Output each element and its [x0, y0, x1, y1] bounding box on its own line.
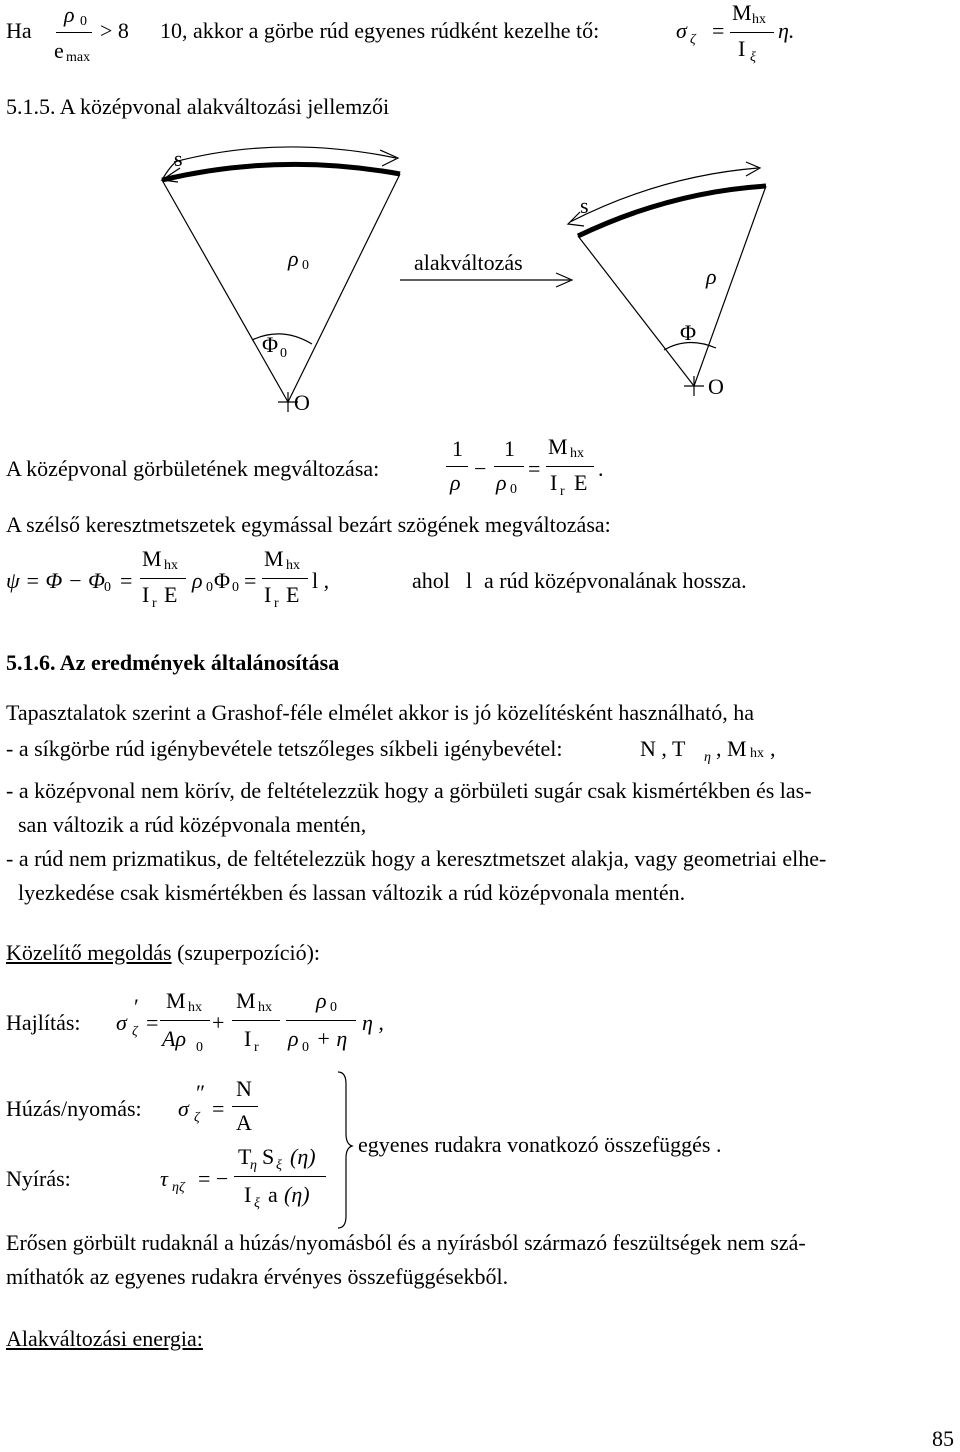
- page-number: 85: [932, 1426, 954, 1451]
- zeta-subscript: ζ: [690, 32, 696, 47]
- eta-argument: (η): [284, 1182, 310, 1207]
- inertia-symbol: I: [244, 1182, 252, 1207]
- rho-denominator: ρ: [450, 470, 461, 495]
- length-symbol: l: [466, 568, 473, 593]
- approx-heading-rest: (szuperpozíció):: [171, 940, 321, 965]
- fraction-line: [140, 578, 186, 579]
- inertia-subscript: r: [560, 484, 565, 499]
- eta-subscript: η: [704, 750, 711, 765]
- bullet-2-line-2: san változik a rúd középvonala mentén,: [18, 812, 367, 837]
- eta-subscript: η: [250, 1158, 257, 1173]
- tau-symbol: τ: [160, 1166, 168, 1191]
- sigma-symbol: σ: [178, 1096, 189, 1121]
- phi-subscript: 0: [232, 580, 239, 595]
- static-moment-s: S: [262, 1144, 275, 1169]
- moment-subscript: hx: [752, 12, 766, 27]
- right-arc: [578, 186, 766, 236]
- e-subscript: max: [66, 50, 91, 65]
- moment-symbol: M: [732, 0, 752, 25]
- shear-label: Nyírás:: [6, 1166, 71, 1191]
- moment-symbol: M: [166, 988, 186, 1013]
- rho-symbol: ρ: [64, 2, 75, 27]
- bullet-2-line-1: - a középvonal nem körív, de feltételezzük hogy a görbületi sugár csak kismértékben és las-: [6, 778, 812, 803]
- sigma-symbol: σ: [116, 1010, 127, 1035]
- fraction-line: [730, 32, 774, 33]
- inertia-subscript: r: [152, 596, 157, 611]
- inertia-symbol: I: [738, 36, 746, 61]
- rho-subscript: 0: [302, 1040, 309, 1055]
- period: .: [598, 456, 604, 481]
- length-comma: l ,: [312, 568, 330, 593]
- bullet-1-text: - a síkgörbe rúd igénybevétele tetszőleges síkbeli igénybevétel:: [6, 736, 563, 761]
- rho-subscript: 0: [196, 1040, 203, 1055]
- moment-subscript: hx: [164, 558, 178, 573]
- xi-subscript: ξ: [254, 1196, 260, 1211]
- rho-subscript: 0: [206, 580, 213, 595]
- left-s-arc: [174, 147, 396, 162]
- force-n-t: N , T: [640, 736, 686, 761]
- comma: ,: [770, 736, 776, 761]
- phi-subscript: 0: [104, 580, 111, 595]
- origin-label-right: O: [708, 374, 724, 399]
- fraction-line: [546, 466, 594, 467]
- left-radius-line: [162, 180, 288, 402]
- width-a: a: [268, 1182, 278, 1207]
- equals-sign: =: [146, 1010, 159, 1035]
- moment-symbol: M: [548, 434, 568, 459]
- fraction-line: [232, 1106, 258, 1107]
- inertia-symbol: I: [244, 1026, 252, 1051]
- energy-heading: Alakváltozási energia:: [6, 1326, 203, 1351]
- deformation-label: alakváltozás: [414, 250, 523, 275]
- moment-symbol: M: [142, 546, 162, 571]
- double-prime: ″: [196, 1080, 206, 1105]
- fraction-line: [446, 466, 468, 467]
- moment-subscript: hx: [286, 558, 300, 573]
- inertia-subscript: r: [254, 1040, 259, 1055]
- right-sector: [568, 162, 766, 396]
- right-s-arc: [570, 168, 758, 222]
- area-a: A: [236, 1110, 252, 1135]
- equals-sign: =: [712, 18, 725, 43]
- rho0-subscript: 0: [302, 258, 309, 273]
- moment-subscript: hx: [750, 746, 764, 761]
- moment-subscript: hx: [258, 1000, 272, 1015]
- section-title-515: 5.1.5. A középvonal alakváltozási jellemzői: [6, 94, 390, 119]
- eta-end: η.: [778, 18, 795, 43]
- rho-subscript: 0: [330, 1000, 337, 1015]
- equals-sign: =: [528, 456, 541, 481]
- fraction-line: [262, 578, 308, 579]
- phi0-subscript: 0: [280, 346, 287, 361]
- condition-text: 10, akkor a görbe rúd egyenes rúdként kezelhe tő:: [160, 18, 600, 43]
- bullet-3-line-2: lyezkedése csak kismértékben és lassan változik a rúd középvonala mentén.: [18, 880, 686, 905]
- rho0-subscript: 0: [510, 482, 517, 497]
- fraction-line: [234, 1176, 326, 1177]
- right-brace: [334, 1070, 354, 1230]
- approx-heading: [6, 940, 320, 966]
- gt-eight: > 8: [100, 18, 129, 43]
- brace-text: egyenes rudakra vonatkozó összefüggés .: [358, 1132, 722, 1157]
- equals-sign: =: [212, 1096, 225, 1121]
- moment-subscript: hx: [570, 446, 584, 461]
- inertia-symbol: I: [142, 582, 150, 607]
- ahol-word: ahol: [412, 568, 450, 593]
- rho-label-right: ρ: [706, 264, 717, 289]
- fraction-line: [286, 1020, 356, 1021]
- eta-end: η ,: [362, 1010, 384, 1035]
- moment-symbol: M: [236, 988, 256, 1013]
- closing-line-1: Erősen görbült rudaknál a húzás/nyomásból és a nyírásból származó feszültségek nem szá-: [6, 1230, 806, 1255]
- inertia-subscript: r: [274, 596, 279, 611]
- force-n: N: [236, 1076, 252, 1101]
- zeta-subscript: ζ: [132, 1024, 138, 1039]
- eta-argument: (η): [290, 1144, 316, 1169]
- fraction-line: [494, 466, 524, 467]
- ahol-text: a rúd középvonalának hossza.: [484, 568, 747, 593]
- rho-symbol: ρ: [192, 568, 203, 593]
- xi-subscript: ξ: [750, 50, 756, 65]
- sigma-symbol: σ: [676, 18, 687, 43]
- rho0-label: ρ: [288, 246, 299, 271]
- section-title-516: 5.1.6. Az eredmények általánosítása: [6, 650, 340, 675]
- modulus-symbol: E: [164, 582, 178, 607]
- inertia-symbol: I: [264, 582, 272, 607]
- fraction-line: [56, 32, 92, 33]
- right-radius-line: [694, 186, 766, 386]
- e-symbol: e: [54, 38, 64, 63]
- moment-subscript: hx: [188, 1000, 202, 1015]
- equals-sign: =: [244, 568, 257, 593]
- right-radius-line: [578, 236, 697, 386]
- fraction-line: [160, 1020, 210, 1021]
- equals-minus: = −: [198, 1166, 229, 1191]
- den-rest: + η: [316, 1026, 348, 1051]
- moment-symbol: M: [264, 546, 284, 571]
- fraction-line: [232, 1020, 280, 1021]
- rho0-denominator: ρ: [496, 470, 507, 495]
- bending-label: Hajlítás:: [6, 1010, 81, 1035]
- equals-sign: =: [120, 568, 133, 593]
- left-angle-arc: [252, 334, 312, 344]
- curvature-label: A középvonal görbületének megváltozása:: [6, 456, 380, 481]
- body-paragraph: Tapasztalatok szerint a Grashof-féle elmélet akkor is jó közelítésként használható, ha: [6, 700, 754, 725]
- approx-heading-underlined: Közelítő megoldás: [6, 940, 172, 965]
- psi-expression: ψ = Φ − Φ: [6, 568, 105, 593]
- closing-line-2: míthatók az egyenes rudakra érvényes összefüggésekből.: [6, 1264, 509, 1289]
- phi-label-right: Φ: [680, 320, 697, 345]
- ha-word: Ha: [6, 18, 32, 43]
- minus-sign: −: [474, 456, 487, 481]
- zeta-subscript: ζ: [194, 1110, 200, 1125]
- shear-force-t: T: [238, 1144, 252, 1169]
- phi0-label: Φ: [262, 332, 279, 357]
- modulus-symbol: E: [286, 582, 300, 607]
- s-label-right: s: [580, 193, 589, 218]
- left-arc: [162, 164, 400, 180]
- rho-symbol: ρ: [288, 1026, 299, 1051]
- moment-part: , M: [716, 736, 747, 761]
- tension-label: Húzás/nyomás:: [6, 1096, 142, 1121]
- area-rho: Aρ: [162, 1026, 186, 1051]
- bullet-3-line-1: - a rúd nem prizmatikus, de feltételezzük hogy a keresztmetszet alakja, vagy geometriai elhe-: [6, 846, 827, 871]
- plus-sign: +: [212, 1010, 225, 1035]
- left-sector: [162, 147, 400, 412]
- phi-symbol: Φ: [214, 568, 231, 593]
- numerator-one: 1: [504, 436, 515, 461]
- inertia-symbol: I: [550, 470, 558, 495]
- rho-symbol: ρ: [316, 988, 327, 1013]
- left-radius-line: [288, 174, 400, 402]
- xi-subscript: ξ: [276, 1158, 282, 1173]
- prime-mark: ′: [134, 994, 139, 1019]
- tau-subscript: ηζ: [172, 1180, 185, 1195]
- numerator-one: 1: [452, 436, 463, 461]
- rho-subscript: 0: [80, 14, 87, 29]
- angle-label: A szélső keresztmetszetek egymással bezárt szögének megváltozása:: [6, 512, 611, 537]
- s-label-left: s: [174, 146, 183, 171]
- origin-label-left: O: [294, 390, 310, 415]
- modulus-symbol: E: [574, 470, 588, 495]
